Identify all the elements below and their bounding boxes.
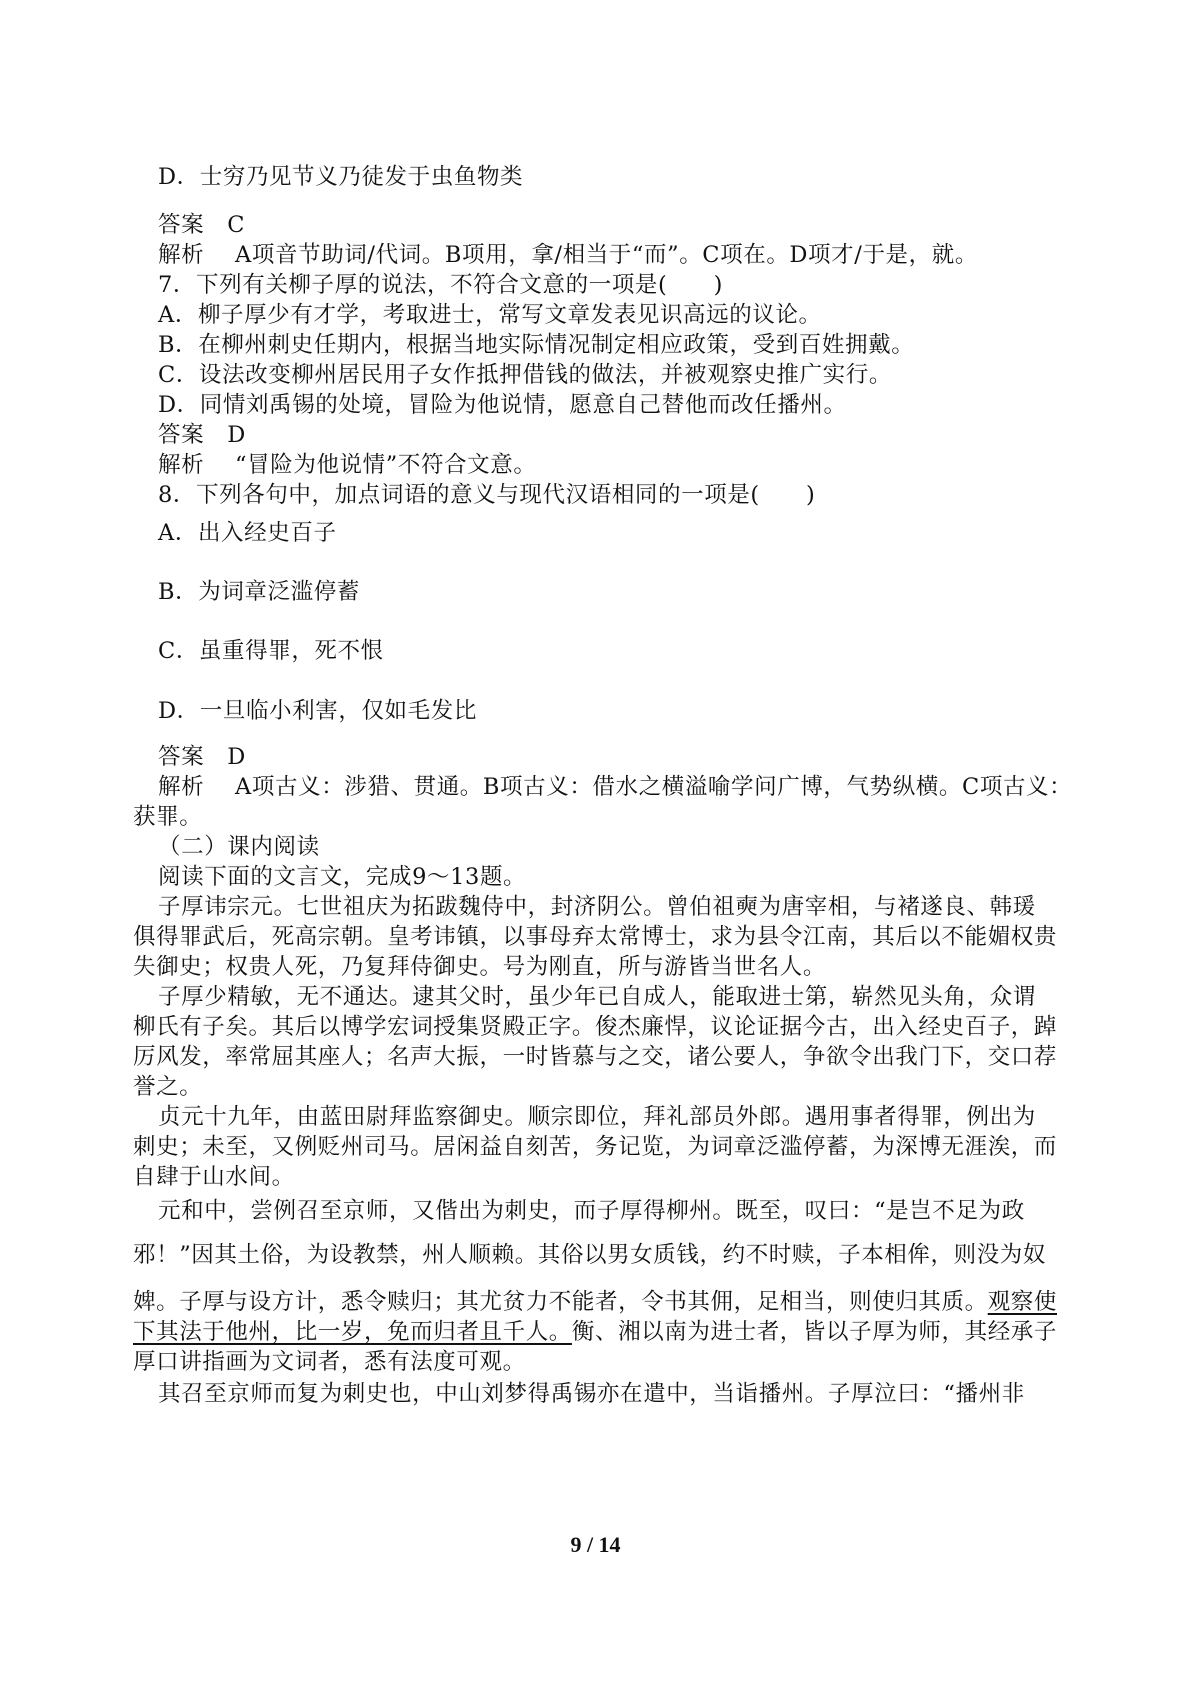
passage-p4-line1: 元和中，尝例召至京师，又偕出为刺史，而子厚得柳州。既至，叹曰：“是岂不足为政 (158, 1198, 1025, 1224)
passage-p3-line3: 自肆于山水间。 (133, 1164, 295, 1190)
passage-p2-line3: 厉风发，率常屈其座人；名声大振，一时皆慕与之交，诸公要人，争欲令出我门下，交口荐 (133, 1044, 1058, 1070)
reading-instruction: 阅读下面的文言文，完成9～13题。 (158, 864, 527, 890)
q7-option-c: C．设法改变柳州居民用子女作抵押借钱的做法，并被观察史推广实行。 (158, 362, 892, 388)
q8-option-d: D．一旦临小利害，仅如毛发比 (158, 698, 477, 724)
q7-option-d: D．同情刘禹锡的处境，冒险为他说情，愿意自己替他而改任播州。 (158, 392, 847, 418)
q6-answer: 答案 C (158, 212, 246, 238)
q7-stem: 7．下列有关柳子厚的说法，不符合文意的一项是( ) (158, 272, 723, 298)
passage-p2-line2: 柳氏有子矣。其后以博学宏词授集贤殿正字。俊杰廉悍，议论证据今古，出入经史百子，踔 (133, 1014, 1058, 1040)
q6-option-d: D．士穷乃见节义乃徒发于虫鱼物类 (158, 164, 524, 190)
section-heading: （二）课内阅读 (158, 834, 320, 860)
passage-p3-line2: 刺史；未至，又例贬州司马。居闲益自刻苦，务记览，为词章泛滥停蓄，为深博无涯涘，而 (133, 1134, 1058, 1160)
passage-p2-line4: 誉之。 (133, 1074, 203, 1100)
q8-option-a: A．出入经史百子 (158, 520, 337, 546)
q8-stem: 8．下列各句中，加点词语的意义与现代汉语相同的一项是( ) (158, 482, 816, 508)
q6-analysis: 解析 A项音节助词/代词。B项用，拿/相当于“而”。C项在。D项才/于是，就。 (158, 242, 978, 268)
q8-analysis: 解析 A项古义：涉猎、贯通。B项古义：借水之横溢喻学问广博，气势纵横。C项古义： (158, 774, 1073, 800)
q7-analysis: 解析 “冒险为他说情”不符合文意。 (158, 452, 537, 478)
passage-p3-line1: 贞元十九年，由蓝田尉拜监察御史。顺宗即位，拜礼部员外郎。遇用事者得罪，例出为 (158, 1104, 1036, 1130)
q7-option-b: B．在柳州刺史任期内，根据当地实际情况制定相应政策，受到百姓拥戴。 (158, 332, 915, 358)
passage-p4-line4 (133, 1317, 1057, 1347)
underlined-sentence-end: 下其法于他州，比一岁，免而归者且千人。 (133, 1319, 572, 1345)
q8-analysis-wrap: 获罪。 (133, 804, 203, 830)
passage-p2-line1: 子厚少精敏，无不通达。逮其父时，虽少年已自成人，能取进士第，崭然见头角，众谓 (158, 984, 1036, 1010)
passage-p4-line4-text: 衡、湘以南为进士者，皆以子厚为师，其经承子 (571, 1319, 1058, 1345)
underlined-sentence-start: 观察使 (987, 1289, 1058, 1315)
passage-p5-line1: 其召至京师而复为刺史也，中山刘梦得禹锡亦在遣中，当诣播州。子厚泣曰：“播州非 (158, 1381, 1025, 1407)
q7-option-a: A．柳子厚少有才学，考取进士，常写文章发表见识高远的议论。 (158, 302, 822, 328)
q8-option-c: C．虽重得罪，死不恨 (158, 638, 384, 664)
q8-option-b: B．为词章泛滥停蓄 (158, 579, 360, 605)
q7-answer: 答案 D (158, 422, 246, 448)
passage-p4-line3-text: 婢。子厚与设方计，悉令赎归；其尤贫力不能者，令书其佣，足相当，则使归其质。 (133, 1289, 988, 1315)
passage-p1-line3: 失御史；权贵人死，乃复拜侍御史。号为刚直，所与游皆当世名人。 (133, 954, 827, 980)
q8-answer: 答案 D (158, 744, 246, 770)
passage-p4-line2: 邪！”因其土俗，为设教禁，州人顺赖。其俗以男女质钱，约不时赎，子本相侔，则没为奴 (133, 1242, 1047, 1268)
passage-p4-line5: 厚口讲指画为文词者，悉有法度可观。 (133, 1349, 526, 1375)
page-number: 9 / 14 (570, 1532, 621, 1557)
passage-p1-line1: 子厚讳宗元。七世祖庆为拓跋魏侍中，封济阴公。曾伯祖奭为唐宰相，与褚遂良、韩瑗 (158, 894, 1036, 920)
passage-p4-line3 (133, 1287, 1057, 1317)
passage-p1-line2: 俱得罪武后，死高宗朝。皇考讳镇，以事母弃太常博士，求为县令江南，其后以不能媚权贵 (133, 924, 1058, 950)
